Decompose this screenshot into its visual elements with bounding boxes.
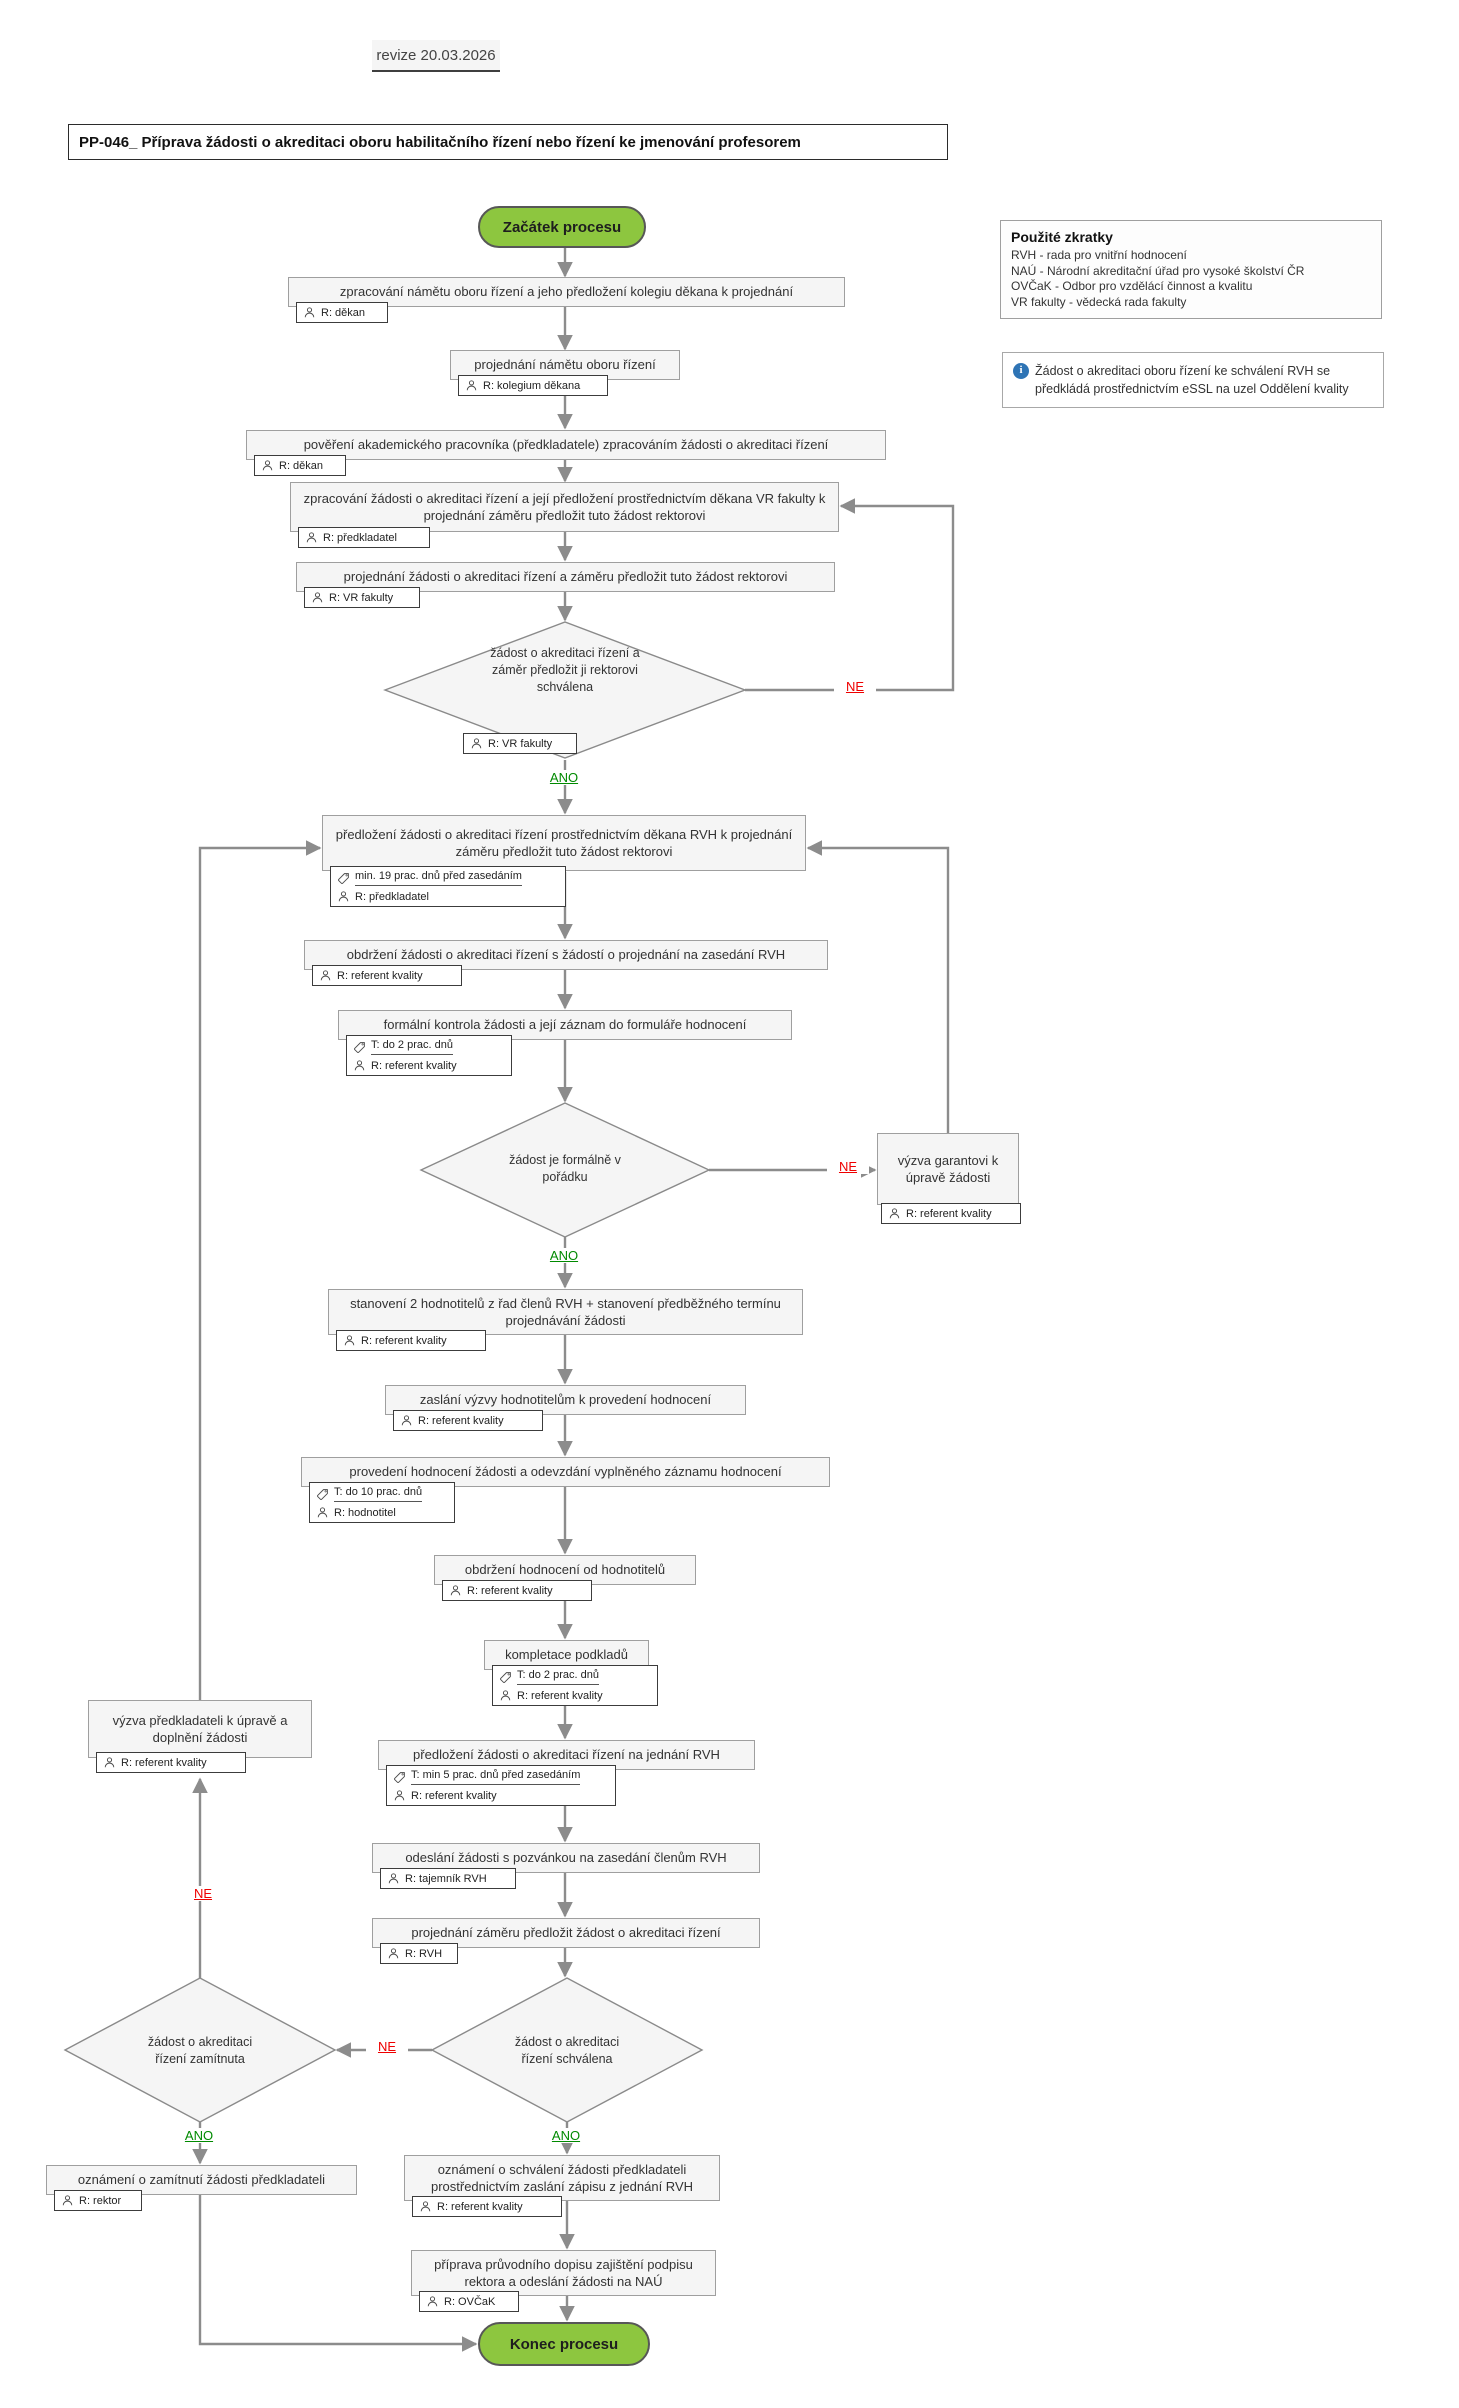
- legend-item: NAÚ - Národní akreditační úřad pro vysoké školství ČR: [1011, 263, 1305, 278]
- responsible-tag: [54, 2190, 142, 2211]
- responsible-label: R: referent kvality: [517, 1689, 603, 1702]
- responsible-label: R: referent kvality: [467, 1584, 553, 1597]
- person-icon: [465, 379, 478, 392]
- person-icon: [393, 1789, 406, 1802]
- responsible-tag: [458, 375, 608, 396]
- edge-label-yes: ANO: [545, 2128, 587, 2143]
- edge-label-no: NE: [827, 1159, 869, 1174]
- responsible-tag: [296, 302, 388, 323]
- person-icon: [337, 890, 350, 903]
- responsible-tag: [380, 1868, 516, 1889]
- step-formalni-kontrola: formální kontrola žádosti a její záznam do formuláře hodnocení: [338, 1010, 792, 1040]
- step-vyzva-predkladateli: výzva předkladateli k úpravě a doplnění žádosti: [88, 1700, 312, 1758]
- person-icon: [888, 1207, 901, 1220]
- person-icon: [61, 2194, 74, 2207]
- responsible-label: R: referent kvality: [418, 1414, 504, 1427]
- step-predlozeni-rvh: předložení žádosti o akreditaci řízení prostřednictvím děkana RVH k projednání záměru předložit tuto žádost rektorovi: [322, 815, 806, 871]
- responsible-label: R: tajemník RVH: [405, 1872, 487, 1885]
- person-icon: [419, 2200, 432, 2213]
- responsible-label: R: rektor: [79, 2194, 122, 2207]
- person-icon: [470, 737, 483, 750]
- person-icon: [426, 2295, 439, 2308]
- step-oznameni-schvaleni: oznámení o schválení žádosti předkladateli prostřednictvím zaslání zápisu z jednání RVH: [404, 2155, 720, 2201]
- legend-title: Použité zkratky: [1011, 229, 1113, 245]
- info-note-text: Žádost o akreditaci oboru řízení ke schválení RVH se předkládá prostřednictvím eSSL na uzel Oddělení kvality: [1035, 364, 1349, 397]
- person-icon: [387, 1872, 400, 1885]
- step-zaslani-vyzvy: zaslání výzvy hodnotitelům k provedení hodnocení: [385, 1385, 746, 1415]
- edge-label-no: NE: [366, 2039, 408, 2054]
- responsible-tag: [298, 527, 430, 548]
- edge-label-yes: ANO: [543, 1248, 585, 1263]
- responsible-label: R: VR fakulty: [329, 591, 394, 604]
- responsible-label: R: referent kvality: [906, 1207, 992, 1220]
- responsible-tag: [312, 965, 462, 986]
- responsible-label: R: VR fakulty: [488, 737, 553, 750]
- responsible-label: R: referent kvality: [361, 1334, 447, 1347]
- person-icon: [305, 531, 318, 544]
- responsible-tag: [254, 455, 346, 476]
- step-zpracovani-nametu: zpracování námětu oboru řízení a jeho předložení kolegiu děkana k projednání: [288, 277, 845, 307]
- person-icon: [400, 1414, 413, 1427]
- person-icon: [103, 1756, 116, 1769]
- start-node: Začátek procesu: [478, 206, 646, 248]
- tag-icon: [316, 1488, 329, 1501]
- decision-label: žádost o akreditaci řízení a záměr předložit ji rektorovi schválena: [490, 646, 640, 694]
- responsible-tag: [442, 1580, 592, 1601]
- edge-label-no: NE: [182, 1886, 224, 1901]
- responsible-tag: [412, 2196, 562, 2217]
- step-projednani-zadosti-vr: projednání žádosti o akreditaci řízení a záměru předložit tuto žádost rektorovi: [296, 562, 835, 592]
- responsible-label: R: referent kvality: [371, 1059, 457, 1072]
- step-obdrzeni-zadosti: obdržení žádosti o akreditaci řízení s žádostí o projednání na zasedání RVH: [304, 940, 828, 970]
- tag-icon: [499, 1671, 512, 1684]
- responsible-label: R: referent kvality: [437, 2200, 523, 2213]
- decision-label: žádost je formálně v pořádku: [509, 1153, 621, 1184]
- legend-item: VR fakulty - vědecká rada fakulty: [1011, 294, 1187, 309]
- term-label: min. 19 prac. dnů před zasedáním: [355, 870, 522, 886]
- responsible-tag: [419, 2291, 519, 2312]
- step-predlozeni-jednani-rvh: předložení žádosti o akreditaci řízení na jednání RVH: [378, 1740, 755, 1770]
- term-label: T: do 10 prac. dnů: [334, 1486, 422, 1502]
- responsible-label: R: referent kvality: [121, 1756, 207, 1769]
- person-icon: [387, 1947, 400, 1960]
- responsible-label: R: referent kvality: [337, 969, 423, 982]
- tag-icon: [353, 1041, 366, 1054]
- term-responsible-tag: [309, 1482, 455, 1523]
- responsible-tag: [881, 1203, 1021, 1224]
- edge-label-yes: ANO: [178, 2128, 220, 2143]
- person-icon: [343, 1334, 356, 1347]
- revision-label: revize 20.03.2026: [372, 40, 500, 72]
- step-vyzva-garantovi: výzva garantovi k úpravě žádosti: [877, 1133, 1019, 1205]
- step-priprava-dopisu: příprava průvodního dopisu zajištění podpisu rektora a odeslání žádosti na NAÚ: [411, 2250, 716, 2296]
- responsible-label: R: OVČaK: [444, 2295, 496, 2308]
- step-obdrzeni-hodnoceni: obdržení hodnocení od hodnotitelů: [434, 1555, 696, 1585]
- person-icon: [319, 969, 332, 982]
- person-icon: [353, 1059, 366, 1072]
- tag-icon: [337, 872, 350, 885]
- abbreviations-legend: [1000, 220, 1382, 319]
- step-kompletace-podkladu: kompletace podkladů: [484, 1640, 649, 1670]
- responsible-label: R: RVH: [405, 1947, 443, 1960]
- legend-item: OVČaK - Odbor pro vzdělácí činnost a kvalitu: [1011, 279, 1253, 294]
- edge-label-no: NE: [834, 679, 876, 694]
- responsible-tag: [96, 1752, 246, 1773]
- page-title: PP-046_ Příprava žádosti o akreditaci oboru habilitačního řízení nebo řízení ke jmenování profesorem: [68, 124, 948, 160]
- responsible-label: R: děkan: [279, 459, 324, 472]
- info-icon: i: [1013, 363, 1029, 379]
- edge-label-yes: ANO: [543, 770, 585, 785]
- term-label: T: do 2 prac. dnů: [371, 1039, 453, 1055]
- term-label: T: min 5 prac. dnů před zasedáním: [411, 1769, 580, 1785]
- step-povereni-pracovnika: pověření akademického pracovníka (předkladatele) zpracováním žádosti o akreditaci řízení: [246, 430, 886, 460]
- responsible-tag: [336, 1330, 486, 1351]
- term-responsible-tag: [492, 1665, 658, 1706]
- tag-icon: [393, 1771, 406, 1784]
- person-icon: [449, 1584, 462, 1597]
- responsible-label: R: kolegium děkana: [483, 379, 581, 392]
- step-oznameni-zamitnuti: oznámení o zamítnutí žádosti předkladateli: [46, 2165, 357, 2195]
- term-responsible-tag: [346, 1035, 512, 1076]
- responsible-label: R: děkan: [321, 306, 366, 319]
- legend-item: RVH - rada pro vnitřní hodnocení: [1011, 248, 1187, 262]
- responsible-label: R: předkladatel: [323, 531, 397, 544]
- decision-label: žádost o akreditaci řízení schválena: [514, 2035, 620, 2066]
- end-node: Konec procesu: [478, 2322, 650, 2366]
- decision-label: žádost o akreditaci řízení zamítnuta: [147, 2035, 253, 2066]
- info-note: [1002, 352, 1384, 408]
- step-odeslani-pozvanky: odeslání žádosti s pozvánkou na zasedání členům RVH: [372, 1843, 760, 1873]
- responsible-tag: [304, 587, 420, 608]
- term-label: T: do 2 prac. dnů: [517, 1669, 599, 1685]
- step-provedeni-hodnoceni: provedení hodnocení žádosti a odevzdání vyplněného záznamu hodnocení: [301, 1457, 830, 1487]
- step-projednani-zameru: projednání záměru předložit žádost o akreditaci řízení: [372, 1918, 760, 1948]
- responsible-label: R: hodnotitel: [334, 1506, 396, 1519]
- step-projednani-nametu: projednání námětu oboru řízení: [450, 350, 680, 380]
- term-responsible-tag: [330, 866, 566, 907]
- responsible-label: R: předkladatel: [355, 890, 429, 903]
- responsible-tag: [463, 733, 577, 754]
- person-icon: [261, 459, 274, 472]
- person-icon: [316, 1506, 329, 1519]
- responsible-tag: [393, 1410, 543, 1431]
- responsible-tag: [380, 1943, 458, 1964]
- person-icon: [499, 1689, 512, 1702]
- responsible-label: R: referent kvality: [411, 1789, 497, 1802]
- step-zpracovani-zadosti: zpracování žádosti o akreditaci řízení a její předložení prostřednictvím děkana VR fakulty k projednání záměru předložit tuto žádost rektorovi: [290, 482, 839, 532]
- person-icon: [311, 591, 324, 604]
- person-icon: [303, 306, 316, 319]
- step-stanoveni-hodnotitelu: stanovení 2 hodnotitelů z řad členů RVH + stanovení předběžného termínu projednávání žádosti: [328, 1289, 803, 1335]
- term-responsible-tag: [386, 1765, 616, 1806]
